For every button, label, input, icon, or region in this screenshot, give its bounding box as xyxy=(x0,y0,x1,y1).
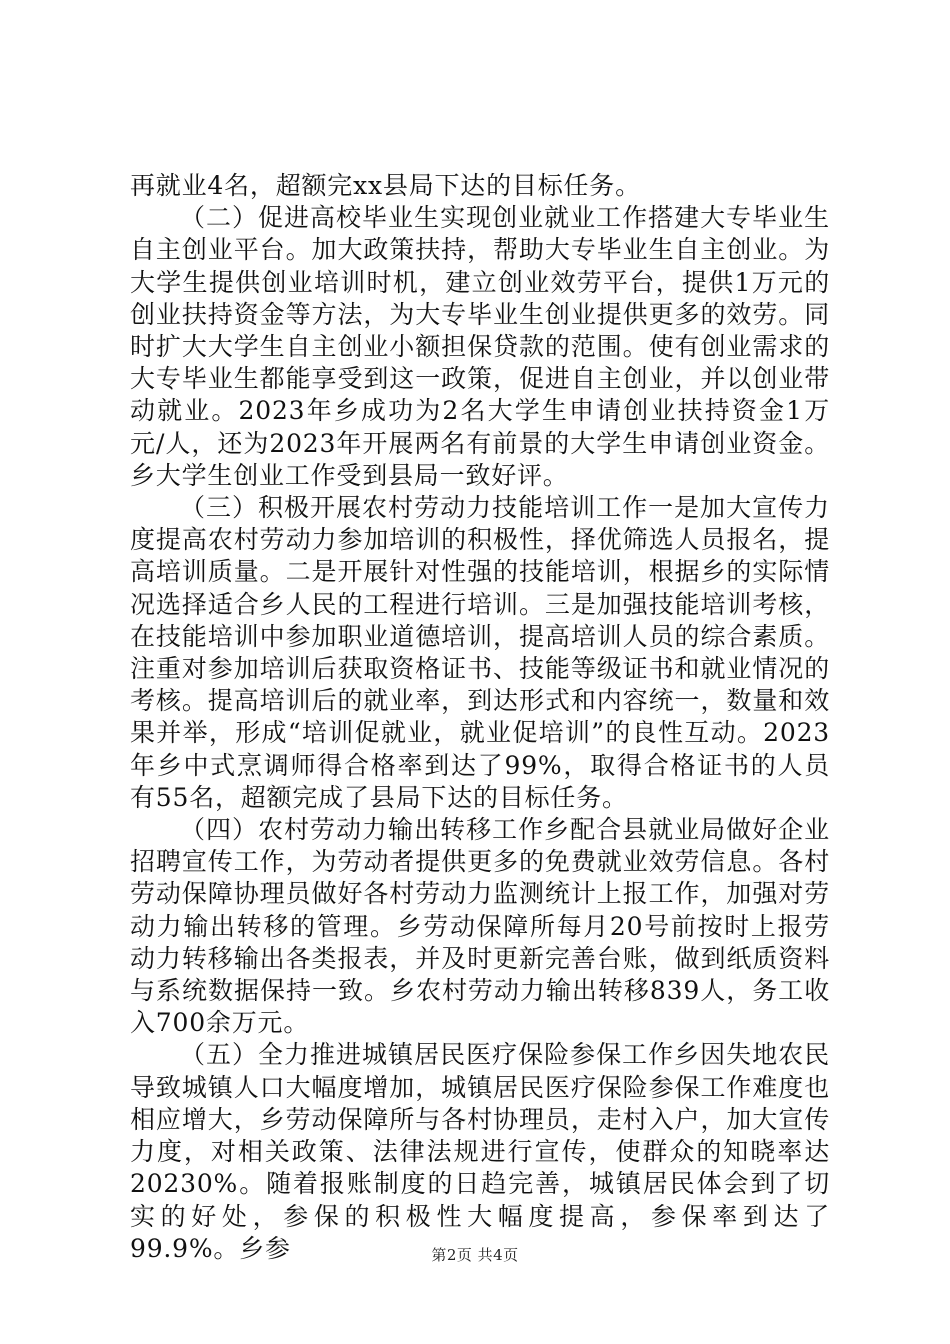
paragraph-section-5: （五）全力推进城镇居民医疗保险参保工作乡因失地农民导致城镇人口大幅度增加，城镇居民医疗保险参保工作难度也相应增大，乡劳动保障所与各村协理员，走村入户，加大宣传力度，对相关政策、法律法规进行宣传，使群众的知晓率达20230%。随着报账制度的日趋完善，城镇居民体会到了切实的好处，参保的积极性大幅度提高，参保率到达了99.9%。乡参 xyxy=(130,1040,830,1263)
page-footer: 第2页 共4页 xyxy=(431,1246,519,1264)
body-text xyxy=(130,170,830,1265)
paragraph-section-3: （三）积极开展农村劳动力技能培训工作一是加大宣传力度提高农村劳动力参加培训的积极性，择优筛选人员报名，提高培训质量。二是开展针对性强的技能培训，根据乡的实际情况选择适合乡人民的工程进行培训。三是加强技能培训考核，在技能培训中参加职业道德培训，提高培训人员的综合素质。注重对参加培训后获取资格证书、技能等级证书和就业情况的考核。提高培训后的就业率，到达形式和内容统一，数量和效果并举，形成“培训促就业，就业促培训”的良性互动。2023年乡中式烹调师得合格率到达了99%，取得合格证书的人员有55名，超额完成了县局下达的目标任务。 xyxy=(130,493,830,812)
paragraph-section-4: （四）农村劳动力输出转移工作乡配合县就业局做好企业招聘宣传工作，为劳动者提供更多的免费就业效劳信息。各村劳动保障协理员做好各村劳动力监测统计上报工作，加强对劳动力输出转移的管理。乡劳动保障所每月20号前按时上报劳动力转移输出各类报表，并及时更新完善台账，做到纸质资料与系统数据保持一致。乡农村劳动力输出转移839人，务工收入700余万元。 xyxy=(130,815,830,1038)
paragraph-section-2: （二）促进高校毕业生实现创业就业工作搭建大专毕业生自主创业平台。加大政策扶持，帮助大专毕业生自主创业。为大学生提供创业培训时机，建立创业效劳平台，提供1万元的创业扶持资金等方法，为大专毕业生创业提供更多的效劳。同时扩大大学生自主创业小额担保贷款的范围。使有创业需求的大专毕业生都能享受到这一政策，促进自主创业，并以创业带动就业。2023年乡成功为2名大学生申请创业扶持资金1万元/人，还为2023年开展两名有前景的大学生申请创业资金。乡大学生创业工作受到县局一致好评。 xyxy=(130,203,830,490)
paragraph-continuation: 再就业4名，超额完xx县局下达的目标任务。 xyxy=(130,171,641,200)
